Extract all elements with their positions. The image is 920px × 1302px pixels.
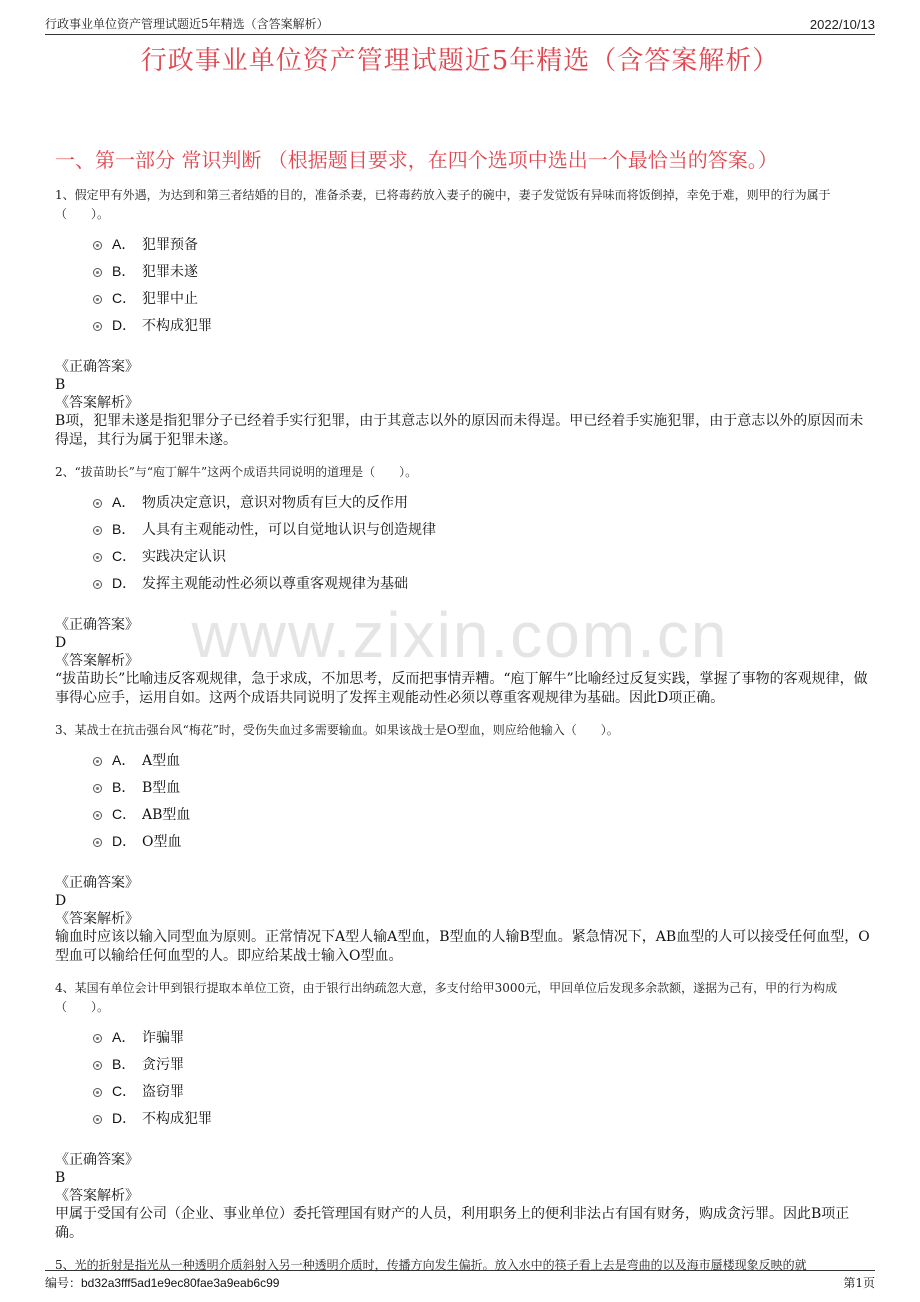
radio-icon[interactable] xyxy=(93,295,102,304)
question-text: 1、假定甲有外遇，为达到和第三者结婚的目的，准备杀妻，已将毒药放入妻子的碗中，妻子发觉饭有异味而将饭倒掉，幸免于难，则甲的行为属于（ ）。 xyxy=(55,188,831,221)
radio-icon[interactable] xyxy=(93,1115,102,1124)
option-letter: C． xyxy=(112,1082,137,1099)
option-letter: C． xyxy=(112,547,137,564)
option-text: A型血 xyxy=(142,752,181,769)
answer-value: D xyxy=(55,893,67,909)
option-text: O型血 xyxy=(142,833,182,850)
option-list xyxy=(93,488,875,596)
option-a[interactable] xyxy=(93,488,875,515)
option-text: 犯罪中止 xyxy=(142,290,198,307)
explanation-label: 《答案解析》 xyxy=(55,653,139,669)
radio-icon[interactable] xyxy=(93,1034,102,1043)
section-heading: 一、第一部分 常识判断 （根据题目要求，在四个选项中选出一个最恰当的答案。） xyxy=(55,148,778,172)
header-date: 2022/10/13 xyxy=(809,17,875,32)
option-letter: C． xyxy=(112,805,137,822)
explanation-label: 《答案解析》 xyxy=(55,911,139,927)
answer-label: 《正确答案》 xyxy=(55,359,139,375)
radio-icon[interactable] xyxy=(93,553,102,562)
question-1 xyxy=(55,186,875,450)
radio-icon[interactable] xyxy=(93,526,102,535)
page-header xyxy=(45,12,875,35)
question-text: 4、某国有单位会计甲到银行提取本单位工资，由于银行出纳疏忽大意，多支付给甲3000元，甲回单位后发现多余款额，遂据为己有，甲的行为构成（ ）。 xyxy=(55,981,838,1014)
option-text: 发挥主观能动性必须以尊重客观规律为基础 xyxy=(142,575,408,592)
option-text: 不构成犯罪 xyxy=(142,1110,212,1127)
option-letter: B． xyxy=(112,262,136,279)
option-list xyxy=(93,1023,875,1131)
option-letter: D． xyxy=(112,1109,137,1126)
option-b[interactable] xyxy=(93,515,875,542)
question-text: 3、某战士在抗击强台风“梅花”时，受伤失血过多需要输血。如果该战士是O型血，则应给他输入（ ）。 xyxy=(55,723,619,737)
answer-block xyxy=(55,358,875,450)
option-letter: A． xyxy=(112,1028,136,1045)
option-c[interactable] xyxy=(93,284,875,311)
option-b[interactable] xyxy=(93,1050,875,1077)
page-number: 第1页 xyxy=(843,1276,875,1290)
option-b[interactable] xyxy=(93,773,875,800)
question-2 xyxy=(55,463,875,708)
question-3 xyxy=(55,721,875,966)
option-text: 物质决定意识，意识对物质有巨大的反作用 xyxy=(142,494,408,511)
answer-label: 《正确答案》 xyxy=(55,875,139,891)
option-letter: B． xyxy=(112,520,136,537)
radio-icon[interactable] xyxy=(93,499,102,508)
option-letter: A． xyxy=(112,751,136,768)
option-list xyxy=(93,746,875,854)
radio-icon[interactable] xyxy=(93,838,102,847)
option-text: AB型血 xyxy=(142,806,191,823)
option-text: 贪污罪 xyxy=(142,1056,184,1073)
radio-icon[interactable] xyxy=(93,784,102,793)
answer-block xyxy=(55,1151,875,1243)
option-letter: A． xyxy=(112,493,136,510)
radio-icon[interactable] xyxy=(93,757,102,766)
option-letter: C． xyxy=(112,289,137,306)
answer-value: B xyxy=(55,1170,66,1186)
question-4 xyxy=(55,979,875,1243)
option-a[interactable] xyxy=(93,746,875,773)
option-text: 人具有主观能动性，可以自觉地认识与创造规律 xyxy=(142,521,436,538)
option-list xyxy=(93,230,875,338)
radio-icon[interactable] xyxy=(93,580,102,589)
watermark: www.zixin.com.cn xyxy=(191,599,729,671)
option-c[interactable] xyxy=(93,800,875,827)
answer-block xyxy=(55,616,875,708)
document-title: 行政事业单位资产管理试题近5年精选（含答案解析） xyxy=(140,46,780,76)
option-text: 实践决定认识 xyxy=(142,548,226,565)
page-footer xyxy=(45,1270,875,1291)
radio-icon[interactable] xyxy=(93,811,102,820)
answer-label: 《正确答案》 xyxy=(55,1152,139,1168)
option-text: 诈骗罪 xyxy=(142,1029,184,1046)
option-a[interactable] xyxy=(93,230,875,257)
radio-icon[interactable] xyxy=(93,322,102,331)
answer-value: D xyxy=(55,635,67,651)
option-letter: D． xyxy=(112,832,137,849)
answer-label: 《正确答案》 xyxy=(55,617,139,633)
option-text: 盗窃罪 xyxy=(142,1083,184,1100)
question-list xyxy=(55,186,875,1288)
radio-icon[interactable] xyxy=(93,1088,102,1097)
explanation-label: 《答案解析》 xyxy=(55,1188,139,1204)
option-c[interactable] xyxy=(93,1077,875,1104)
option-d[interactable] xyxy=(93,1104,875,1131)
option-text: B型血 xyxy=(142,779,181,796)
explanation-text: 输血时应该以输入同型血为原则。正常情况下A型人输A型血，B型血的人输B型血。紧急情况下，AB血型的人可以接受任何血型，O型血可以输给任何血型的人。即应给某战士输入O型血。 xyxy=(55,929,870,964)
question-text: 5、光的折射是指光从一种透明介质斜射入另一种透明介质时，传播方向发生偏折。放入水中的筷子看上去是弯曲的以及海市蜃楼现象反映的就 xyxy=(55,1258,807,1272)
answer-value: B xyxy=(55,377,66,393)
explanation-text: “拔苗助长”比喻违反客观规律，急于求成，不加思考，反而把事情弄糟。“庖丁解牛”比喻经过反复实践，掌握了事物的客观规律，做事得心应手，运用自如。这两个成语共同说明了发挥主观能动性必须以尊重客观规律为基础。因此D项正确。 xyxy=(55,671,868,706)
radio-icon[interactable] xyxy=(93,268,102,277)
option-letter: B． xyxy=(112,1055,136,1072)
option-d[interactable] xyxy=(93,311,875,338)
radio-icon[interactable] xyxy=(93,1061,102,1070)
option-text: 犯罪预备 xyxy=(142,236,198,253)
explanation-text: 甲属于受国有公司（企业、事业单位）委托管理国有财产的人员，利用职务上的便利非法占有国有财务，购成贪污罪。因此B项正确。 xyxy=(55,1206,850,1241)
answer-block xyxy=(55,874,875,966)
option-b[interactable] xyxy=(93,257,875,284)
option-letter: D． xyxy=(112,316,137,333)
option-text: 犯罪未遂 xyxy=(142,263,198,280)
option-d[interactable] xyxy=(93,569,875,596)
option-a[interactable] xyxy=(93,1023,875,1050)
header-doc-title: 行政事业单位资产管理试题近5年精选（含答案解析） xyxy=(45,17,329,31)
option-c[interactable] xyxy=(93,542,875,569)
option-letter: B． xyxy=(112,778,136,795)
option-text: 不构成犯罪 xyxy=(142,317,212,334)
document-code: 编号：bd32a3fff5ad1e9ec80fae3a9eab6c99 xyxy=(45,1276,280,1290)
explanation-text: B项，犯罪未遂是指犯罪分子已经着手实行犯罪，由于其意志以外的原因而未得逞。甲已经着手实施犯罪，由于意志以外的原因而未得逞，其行为属于犯罪未遂。 xyxy=(55,413,864,448)
option-letter: D． xyxy=(112,574,137,591)
question-text: 2、“拔苗助长”与“庖丁解牛”这两个成语共同说明的道理是（ ）。 xyxy=(55,465,418,479)
option-d[interactable] xyxy=(93,827,875,854)
explanation-label: 《答案解析》 xyxy=(55,395,139,411)
radio-icon[interactable] xyxy=(93,241,102,250)
option-letter: A． xyxy=(112,235,136,252)
